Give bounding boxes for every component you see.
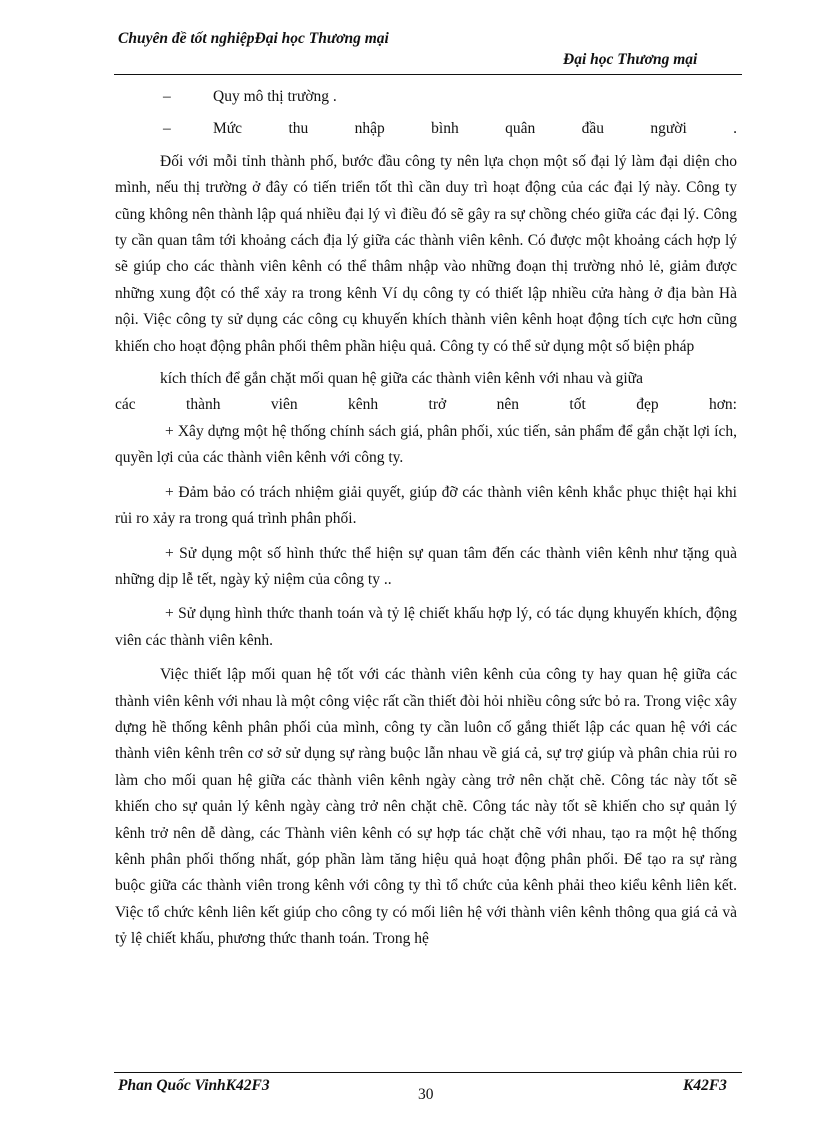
footer-rule [114,1072,742,1073]
footer-class-code: K42F3 [683,1077,727,1094]
paragraph-measures-line2: các thành viên kênh trở nên tốt đẹp hơn: [115,396,737,414]
page-number: 30 [418,1086,434,1103]
bullet-care: + Sử dụng một số hình thức thể hiện sự quan tâm đến các thành viên kênh như tặng quà những dịp lễ tết, ngày kỷ niệm của công ty .. [115,544,737,588]
paragraph-agents: Đối với mỗi tỉnh thành phố, bước đầu công ty nên lựa chọn một số đại lý làm đại diện cho mình, nếu thị trường ở đây có tiến triển tốt thì cần duy trì hoạt động của các đại lý này. Công ty cũng không nên thành lập quá nhiều đại lý vì điều đó sẽ gây ra sự chồng chéo giữa các đại lý. Công ty cần quan tâm tới khoảng cách địa lý giữa các thành viên kênh. Có được một khoảng cách hợp lý sẽ giúp cho các thành viên kênh có thể thâm nhập vào những đoạn thị trường nhỏ lẻ, giảm được những xung đột có thể xảy ra trong kênh Ví dụ công ty có thiết lập nhiều cửa hàng ở địa bàn Hà nội. Việc công ty sử dụng các công cụ khuyến khích thành viên kênh hoạt động tích cực hơn cũng khiến cho hoạt động phân phối thêm phần hiệu quả. Công ty có thể sử dụng một số biện pháp [115,152,737,355]
header-left-title: Chuyên đề tốt nghiệpĐại học Thương mại [118,30,389,47]
dash-item-text: Quy mô thị trường . [213,88,337,105]
dash-bullet: – [163,88,171,105]
document-body [115,84,737,953]
dash-item-market-size [115,84,737,110]
footer-author: Phan Quốc VinhK42F3 [118,1077,270,1094]
bullet-responsibility: + Đảm bảo có trách nhiệm giải quyết, giúp đỡ các thành viên kênh khắc phục thiệt hại khi rủi ro xảy ra trong quá trình phân phối. [115,483,737,528]
bullet-payment: + Sử dụng hình thức thanh toán và tỷ lệ chiết khấu hợp lý, có tác dụng khuyến khích, động viên các thành viên kênh. [115,605,737,649]
dash-bullet: – [163,120,171,138]
paragraph-measures-line1: kích thích để gắn chặt mối quan hệ giữa các thành viên kênh với nhau và giữa [160,370,643,388]
header-rule [114,74,742,75]
header-right-title: Đại học Thương mại [563,51,698,68]
dash-item-text: Mức thu nhập bình quân đầu người . [213,120,737,138]
paragraph-relationships: Việc thiết lập mối quan hệ tốt với các thành viên kênh của công ty hay quan hệ giữa các thành viên kênh với nhau là một công việc rất cần thiết đòi hỏi nhiều công sức bỏ ra. Trong việc xây dựng hề thống kênh phân phối của mình, công ty cần luôn cố gắng thiết lập các quan hệ với các thành viên kênh trên cơ sở sử dụng sự ràng buộc lẫn nhau về giá cả, sự trợ giúp và phân chia rủi ro làm cho mối quan hệ giữa các thành viên kênh ngày càng trở nên chặt chẽ. Công tác này tốt sẽ khiến cho sự quản lý kênh ngày càng trở nên chặt chẽ. Công tác này tốt sẽ khiến cho sự quản lý kênh trở nên dễ dàng, các Thành viên kênh có sự hợp tác chặt chẽ với nhau, tạo ra một hệ thống kênh phân phối thống nhất, góp phần làm tăng hiệu quả hoạt động phân phối. Để tạo ra sự ràng buộc giữa các thành viên trong kênh với công ty thì tổ chức của kênh phải theo kiểu kênh liên kết. Việc tổ chức kênh liên kết giúp cho công ty có mối liên hệ với thành viên kênh thông qua giá cả và tỷ lệ chiết khấu, phương thức thanh toán. Trong hệ [115,666,737,948]
dash-item-income [115,116,737,142]
bullet-policy: + Xây dựng một hệ thống chính sách giá, phân phối, xúc tiến, sản phẩm để gắn chặt lợi ích, quyền lợi của các thành viên kênh với công ty. [115,422,737,467]
